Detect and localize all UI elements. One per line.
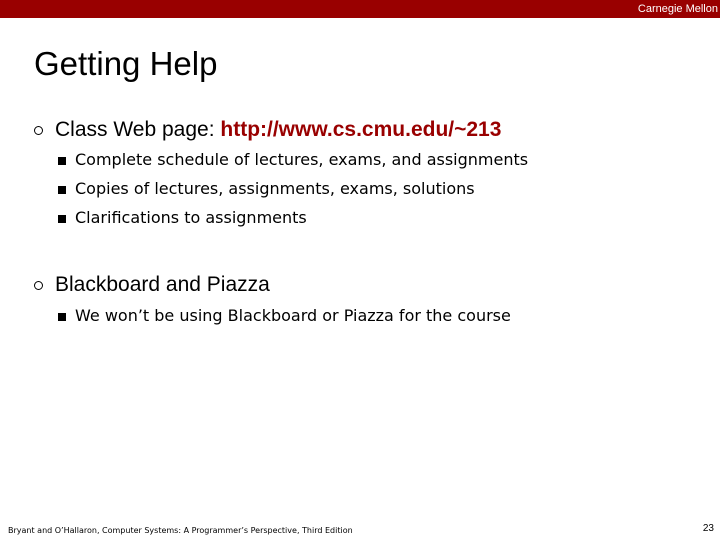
bullet-text: Blackboard and Piazza: [55, 273, 270, 296]
square-bullet-icon: [58, 313, 66, 321]
sub-bullet-text: We won’t be using Blackboard or Piazza for the course: [75, 306, 511, 325]
sub-bullet: [58, 208, 307, 228]
bullet-text: Class Web page:: [55, 118, 215, 141]
sub-bullet-text: Clarifications to assignments: [75, 208, 307, 227]
sub-bullet: [58, 179, 475, 199]
square-bullet-icon: [58, 215, 66, 223]
sub-bullet-text: Copies of lectures, assignments, exams, solutions: [75, 179, 475, 198]
header-bar: [0, 0, 720, 18]
hollow-circle-bullet-icon: [34, 126, 43, 135]
institution-name: Carnegie Mellon: [637, 3, 718, 15]
course-url-link[interactable]: http://www.cs.cmu.edu/~213: [220, 118, 502, 141]
sub-bullet: [58, 306, 511, 326]
footer-citation: Bryant and O’Hallaron, Computer Systems: A Programmer’s Perspective, Third Edition: [8, 526, 353, 535]
square-bullet-icon: [58, 186, 66, 194]
sub-bullet: [58, 150, 528, 170]
hollow-circle-bullet-icon: [34, 281, 43, 290]
bullet-blackboard-piazza: [34, 272, 270, 298]
page-number: 23: [702, 523, 714, 534]
square-bullet-icon: [58, 157, 66, 165]
bullet-class-web-page: [34, 117, 501, 143]
sub-bullet-text: Complete schedule of lectures, exams, and assignments: [75, 150, 529, 169]
slide-title: Getting Help: [34, 45, 218, 82]
